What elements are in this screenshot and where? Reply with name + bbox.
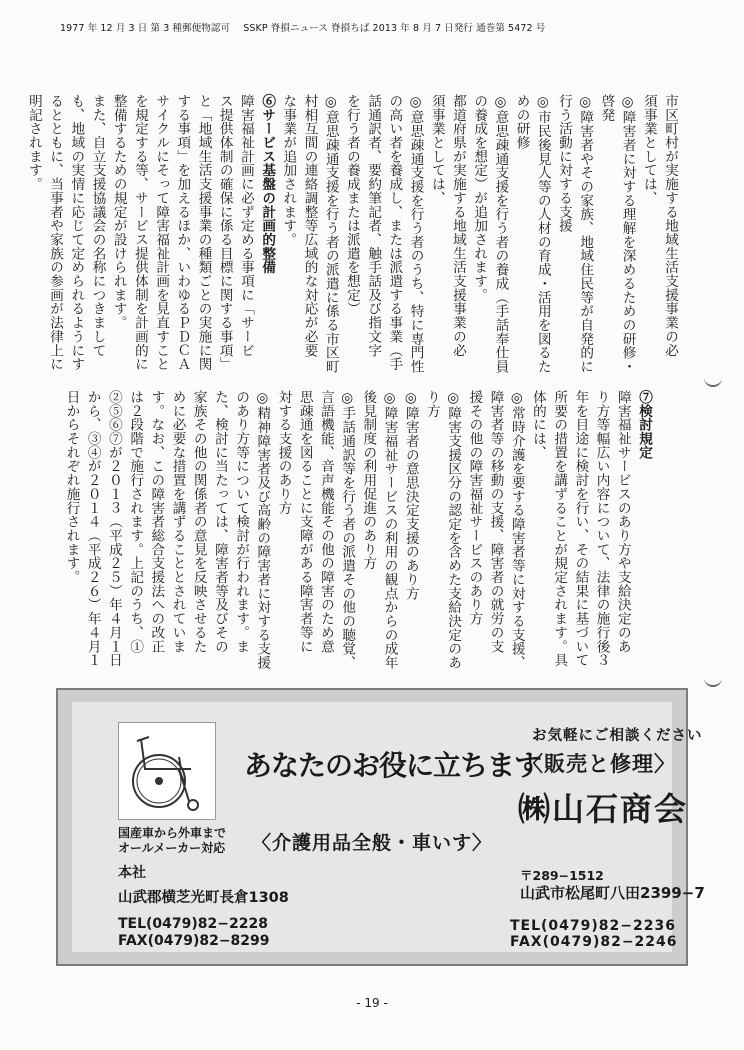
text-line: な事業が追加されます。 — [280, 94, 297, 247]
text-line: ◎精神障害者及び高齢の障害者に対する支援 — [254, 390, 271, 670]
text-line: 思疎通を図ることに支障がある障害者等に — [296, 390, 313, 654]
text-line: サイクルにそって障害福祉計画を見直すこと — [153, 94, 170, 371]
text-line: めに必要な措置を講ずることとされていま — [169, 390, 186, 654]
text-line: 障害福祉計画に必ず定める事項に「サービ — [237, 94, 254, 358]
text-line: と「地域生活支援事業の種類ごとの実施に関 — [195, 94, 212, 371]
domestic-foreign-text — [118, 826, 226, 856]
article-bottom-block — [63, 390, 654, 670]
text-line: ス提供体制の確保に係る目標に関する事項」 — [216, 94, 233, 371]
text-line: 対する支援のあり方 — [275, 390, 292, 515]
hq-address: 山武郡横芝光町長倉1308 — [118, 890, 289, 906]
page-number: - 19 - — [356, 996, 388, 1010]
text-line: する事項」を加えるほか、いわゆるＰＤＣＡ — [174, 94, 191, 371]
text-line: 村相互間の連絡調整等広域的な対応が必要 — [301, 94, 318, 358]
text-line: るとともに、当事者や家族の参画が法律上に — [47, 94, 64, 371]
domestic-line-2: オールメーカー対応 — [118, 841, 226, 855]
text-line: ◎市民後見人等の人材の育成・活用を図るた — [534, 94, 551, 374]
text-line: のあり方等について検討が行われます。ま — [233, 390, 250, 654]
branch-address: 山武市松尾町八田2399−7 — [520, 884, 705, 902]
text-line: 障害者等の移動の支援、障害者の就労の支 — [487, 390, 504, 654]
text-line: ⑦検討規定 — [636, 390, 652, 460]
text-line: 年を目途に検討を行い、その結果に基づいて — [572, 390, 589, 667]
text-line: 後見制度の利用促進のあり方 — [360, 390, 377, 571]
text-line: ◎意思疎通支援を行う者の養成（手話奉仕員 — [492, 94, 509, 374]
text-line: 話通訳者、要約筆記者、触手話及び指文字 — [365, 94, 382, 358]
page-header — [60, 20, 700, 38]
text-line: 須事業としては、 — [640, 94, 657, 205]
text-line: 障害福祉サービスのあり方や支給決定のあ — [614, 390, 631, 654]
text-line: 明記されます。 — [25, 94, 42, 191]
text-line: の高い者を養成し、または派遣する事業（手 — [386, 94, 403, 371]
consult-text: お気軽にご相談ください — [532, 728, 703, 744]
text-line: た、検討に当たっては、障害者等及びその — [211, 390, 228, 654]
text-line: は２段階で施行されます。上記のうち、① — [127, 390, 144, 654]
text-line: ◎障害者に対する理解を深めるための研修・ — [619, 94, 636, 374]
text-line: 須事業としては、 — [428, 94, 445, 205]
text-line: ⑥サービス基盤の計画的整備 — [259, 94, 276, 275]
text-line: ◎障害者の意思決定支援のあり方 — [402, 390, 419, 601]
hq-fax: FAX(0479)82−8299 — [118, 933, 270, 949]
text-line: から、③④が２０１４（平成２６）年４月１ — [84, 390, 101, 667]
text-line: ◎障害者やその家族、地域住民等が自発的に — [577, 94, 594, 374]
text-line: 言語機能、音声機能その他の障害のため意 — [317, 390, 334, 654]
text-line: 行う活動に対する支援 — [555, 94, 572, 233]
wheelchair-icon — [118, 722, 216, 820]
branch-phone: TEL(0479)82−2236 — [510, 918, 676, 934]
text-line: り方 — [423, 390, 440, 418]
text-line: 整備するための規定が設けられます。 — [110, 94, 127, 330]
ad-headline: あなたのお役に立ちます — [244, 749, 542, 782]
text-line: ◎手話通訳等を行う者の派遣その他の聴覚、 — [339, 390, 356, 670]
company-name: ㈱山石商会 — [518, 790, 689, 828]
text-line: を行う者の養成または派遣を想定） — [343, 94, 360, 316]
postal-permit: 1977 年 12 月 3 日 第 3 種郵便物認可 — [60, 23, 231, 34]
hq-phone: TEL(0479)82−2228 — [118, 916, 268, 932]
branch-fax: FAX(0479)82−2246 — [510, 934, 678, 950]
ad-panel — [72, 702, 705, 952]
text-line: 日からそれぞれ施行されます。 — [63, 390, 80, 584]
sales-repair-text: 〈販売と修理〉 — [522, 752, 676, 776]
hq-label: 本社 — [118, 865, 146, 881]
text-line: ◎意思疎通支援を行う者の派遣に係る市区町 — [322, 94, 339, 374]
text-line: ◎常時介護を要する障害者等に対する支援、 — [508, 390, 525, 670]
text-line: 市区町村が実施する地域生活支援事業の必 — [662, 94, 678, 358]
text-line: 援その他の障害福祉サービスのあり方 — [466, 390, 483, 626]
text-line: また、自立支援協議会の名称につきまして — [89, 94, 106, 358]
branch-zip: 〒289−1512 — [520, 868, 604, 883]
text-line: の養成を想定）が追加されます。 — [471, 94, 488, 302]
domestic-line-1: 国産車から外車まで — [118, 826, 227, 840]
text-line: も、地域の実情に応じて定められるようにす — [68, 94, 85, 371]
text-line: を規定する等、サービス提供体制を計画的に — [131, 94, 148, 371]
text-line: り方等幅広い内容について、法律の施行後３ — [593, 390, 610, 667]
page-edge-mark — [704, 376, 722, 387]
text-line: 家族その他の関係者の意見を反映させるた — [190, 390, 207, 654]
text-line: 所要の措置を講ずることが規定されます。具 — [551, 390, 568, 667]
page-edge-mark — [704, 676, 722, 687]
text-line: ◎障害福祉サービスの利用の観点からの成年 — [381, 390, 398, 670]
text-line: す。なお、この障害者総合支援法への改正 — [148, 390, 165, 654]
text-line: 都道府県が実施する地域生活支援事業の必 — [449, 94, 466, 358]
article-top-block — [25, 94, 680, 376]
text-line: ②⑤⑥⑦が２０１３（平成２５）年４月１日 — [105, 390, 122, 667]
publication-info: SSKP 脊損ニュース 脊損ちば 2013 年 8 月 7 日発行 通巻第 5472 号 — [243, 23, 546, 34]
text-line: 体的には、 — [529, 390, 546, 460]
advertisement — [56, 688, 705, 966]
ad-tagline: 〈介護用品全般・車いす〉 — [252, 832, 493, 854]
text-line: めの研修 — [513, 94, 530, 150]
text-line: ◎意思疎通支援を行う者のうち、特に専門性 — [407, 94, 424, 374]
text-line: ◎障害支援区分の認定を含めた支給決定のあ — [445, 390, 462, 670]
text-line: 啓発 — [598, 94, 615, 122]
